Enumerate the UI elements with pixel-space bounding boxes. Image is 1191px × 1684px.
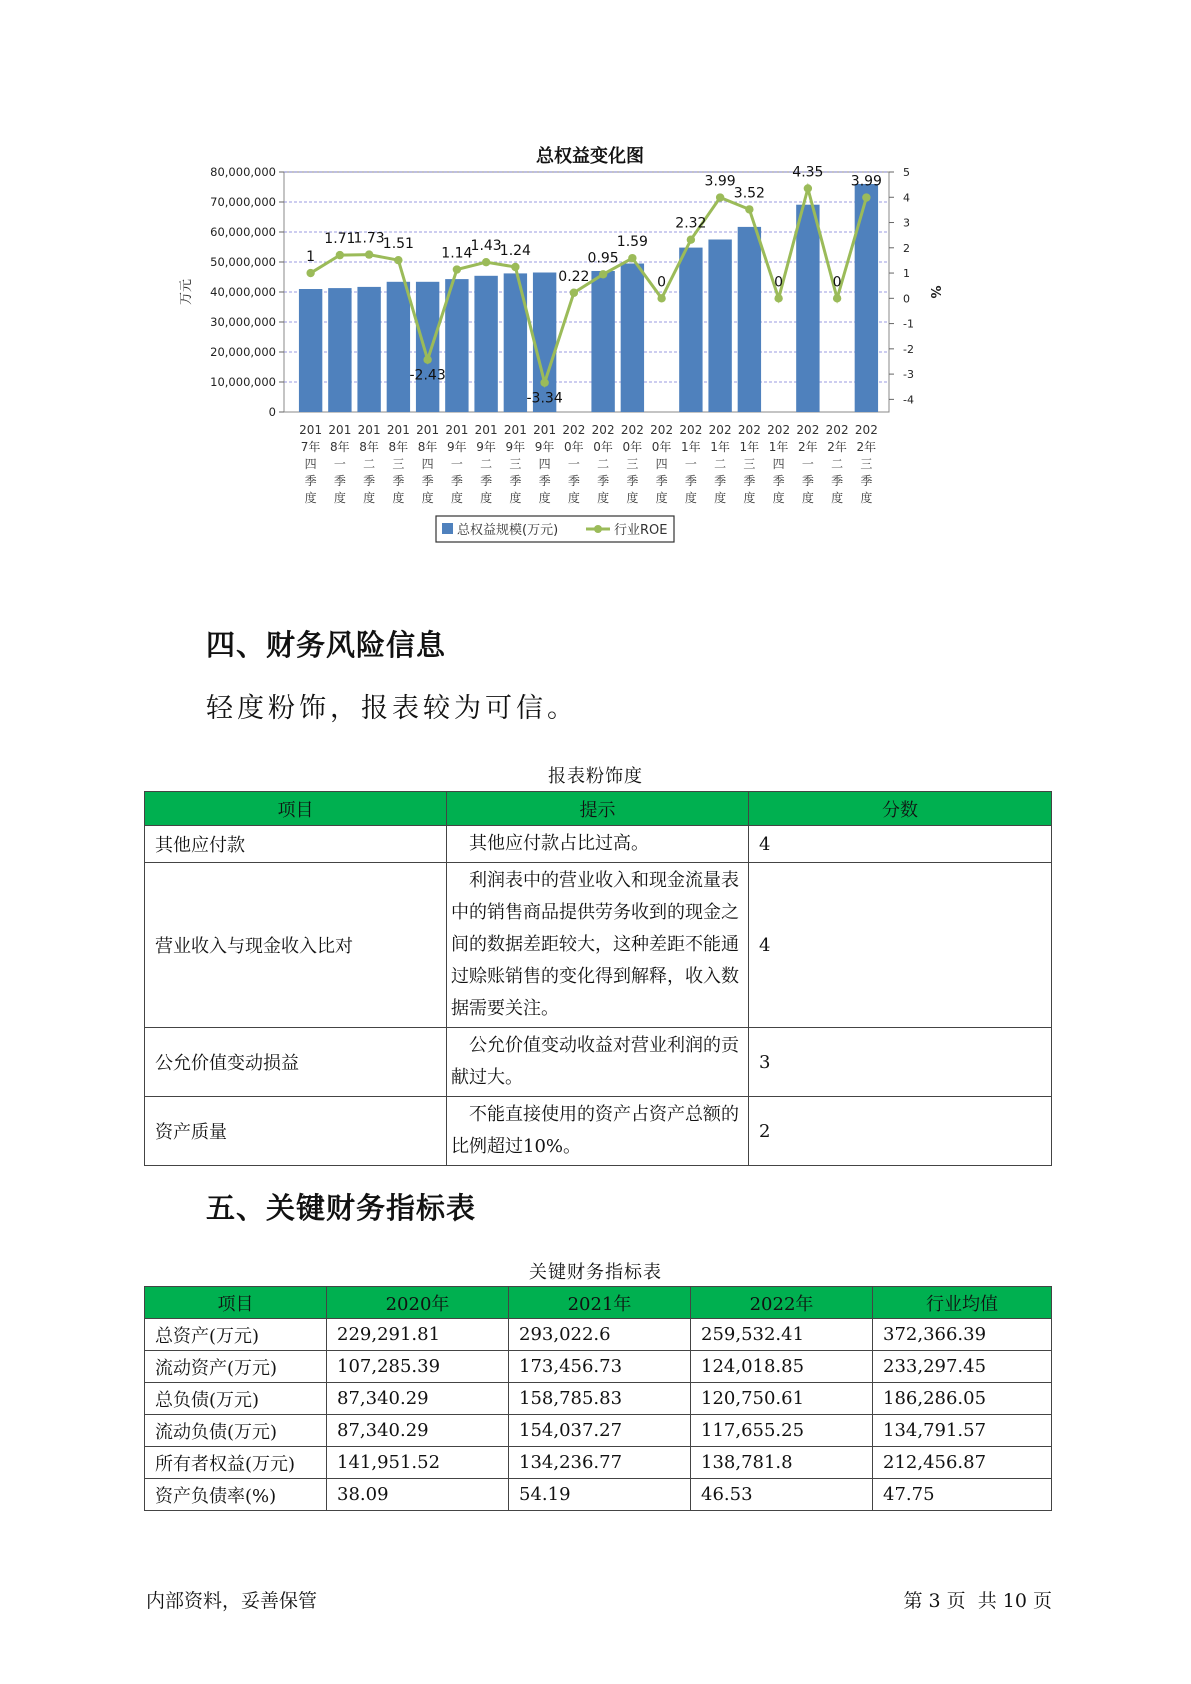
roe-point xyxy=(453,265,461,273)
roe-point xyxy=(599,270,607,278)
row-item: 其他应付款 xyxy=(145,826,447,863)
y2-tick-label: -3 xyxy=(903,368,914,382)
bar xyxy=(738,227,761,412)
roe-data-label: 1 xyxy=(306,249,316,266)
x-tick-label: 202 1年二季度 xyxy=(708,423,732,505)
y2-tick-label: 4 xyxy=(903,191,910,205)
bar xyxy=(679,248,702,412)
x-tick-label: 202 1年四季度 xyxy=(767,423,791,505)
y2-axis-title: % xyxy=(927,285,942,299)
cell-2021: 154,037.27 xyxy=(509,1415,691,1447)
roe-point xyxy=(628,254,636,262)
roe-data-label: 1.43 xyxy=(470,238,502,255)
kpi-table xyxy=(144,1286,1052,1511)
roe-data-label: -3.34 xyxy=(526,390,563,407)
table-row xyxy=(145,826,1052,863)
roe-data-label: 1.51 xyxy=(382,236,414,253)
row-item: 营业收入与现金收入比对 xyxy=(145,863,447,1028)
roe-data-label: 3.99 xyxy=(704,173,736,190)
table-row xyxy=(145,1028,1052,1097)
cell-industry-avg: 212,456.87 xyxy=(873,1447,1052,1479)
roe-data-label: 1.59 xyxy=(616,234,648,251)
y-tick-label: 0 xyxy=(268,405,276,419)
row-hint: 利润表中的营业收入和现金流量表中的销售商品提供劳务收到的现金之间的数据差距较大，这种差距不能通过赊账销售的变化得到解释，收入数据需要关注。 xyxy=(447,863,749,1028)
roe-data-label: 3.52 xyxy=(733,185,765,202)
y2-tick-label: 5 xyxy=(903,166,910,179)
legend-line-label: 行业ROE xyxy=(614,523,668,538)
roe-data-label: 0.22 xyxy=(558,268,590,285)
x-tick-label: 201 9年四季度 xyxy=(533,423,557,505)
cell-2021: 293,022.6 xyxy=(509,1319,691,1351)
y-tick-label: 80,000,000 xyxy=(210,165,276,179)
x-tick-label: 201 8年二季度 xyxy=(357,423,381,505)
legend-bar-swatch xyxy=(442,523,453,534)
row-score: 2 xyxy=(749,1097,1052,1166)
kpi-table-caption: 关键财务指标表 xyxy=(529,1262,662,1283)
table-row xyxy=(145,1415,1052,1447)
bar xyxy=(708,240,731,413)
cell-2021: 54.19 xyxy=(509,1479,691,1511)
y2-tick-label: 1 xyxy=(903,267,910,281)
cell-2020: 87,340.29 xyxy=(327,1415,509,1447)
roe-point xyxy=(657,294,665,302)
bar xyxy=(299,289,322,412)
table-row xyxy=(145,1097,1052,1166)
bar xyxy=(474,276,497,412)
cell-2022: 138,781.8 xyxy=(691,1447,873,1479)
roe-point xyxy=(306,269,314,277)
cell-item: 流动负债(万元) xyxy=(145,1415,327,1447)
row-score: 4 xyxy=(749,863,1052,1028)
x-tick-label: 202 0年二季度 xyxy=(591,423,615,505)
chart-title: 总权益变化图 xyxy=(536,146,644,167)
roe-data-label: 4.35 xyxy=(792,164,824,181)
row-hint: 不能直接使用的资产占资产总额的比例超过10%。 xyxy=(447,1097,749,1166)
bar xyxy=(416,282,439,412)
bar xyxy=(796,205,819,412)
cell-industry-avg: 47.75 xyxy=(873,1479,1052,1511)
roe-point xyxy=(540,378,548,386)
cell-2020: 38.09 xyxy=(327,1479,509,1511)
y-tick-label: 70,000,000 xyxy=(210,195,276,209)
row-item: 公允价值变动损益 xyxy=(145,1028,447,1097)
roe-point xyxy=(482,258,490,266)
x-tick-label: 201 9年一季度 xyxy=(445,423,469,505)
x-tick-label: 202 2年一季度 xyxy=(796,423,820,505)
roe-data-label: 0.95 xyxy=(587,250,619,267)
y2-tick-label: -4 xyxy=(903,393,914,407)
y2-tick-label: 0 xyxy=(903,292,910,306)
cell-industry-avg: 233,297.45 xyxy=(873,1351,1052,1383)
legend-line-marker xyxy=(594,525,602,533)
cell-item: 流动资产(万元) xyxy=(145,1351,327,1383)
y-tick-label: 40,000,000 xyxy=(210,285,276,299)
row-hint: 公允价值变动收益对营业利润的贡献过大。 xyxy=(447,1028,749,1097)
bar xyxy=(328,288,351,412)
y2-tick-label: 2 xyxy=(903,241,910,255)
row-hint: 其他应付款占比过高。 xyxy=(447,826,749,863)
cell-2020: 141,951.52 xyxy=(327,1447,509,1479)
roe-point xyxy=(774,294,782,302)
roe-data-label: 1.73 xyxy=(353,230,385,247)
cell-2021: 173,456.73 xyxy=(509,1351,691,1383)
table-row xyxy=(145,1479,1052,1511)
x-tick-label: 202 1年一季度 xyxy=(679,423,703,505)
bar xyxy=(357,287,380,412)
footer-confidential: 内部资料，妥善保管 xyxy=(146,1590,318,1612)
table-row xyxy=(145,863,1052,1028)
header-2020: 2020年 xyxy=(327,1287,509,1319)
y-axis-title: 万元 xyxy=(179,278,194,306)
roe-data-label: 0 xyxy=(774,274,784,291)
chart-svg xyxy=(150,130,1030,600)
x-tick-label: 201 8年三季度 xyxy=(386,423,410,505)
header-hint: 提示 xyxy=(447,792,749,826)
risk-summary: 轻度粉饰，报表较为可信。 xyxy=(206,693,578,724)
roe-point xyxy=(862,193,870,201)
table-row xyxy=(145,1447,1052,1479)
kpi-table-header xyxy=(145,1287,1052,1319)
row-score: 4 xyxy=(749,826,1052,863)
cell-industry-avg: 186,286.05 xyxy=(873,1383,1052,1415)
cell-item: 资产负债率(%) xyxy=(145,1479,327,1511)
y2-tick-label: -1 xyxy=(903,317,914,331)
roe-point xyxy=(336,251,344,259)
roe-data-label: -2.43 xyxy=(409,367,446,384)
risk-table-caption: 报表粉饰度 xyxy=(548,766,643,787)
roe-point xyxy=(804,184,812,192)
cell-2021: 134,236.77 xyxy=(509,1447,691,1479)
roe-point xyxy=(716,193,724,201)
x-tick-label: 201 8年四季度 xyxy=(416,423,440,505)
roe-data-label: 1.71 xyxy=(324,231,356,248)
risk-table xyxy=(144,791,1052,1166)
x-tick-label: 202 1年三季度 xyxy=(737,423,761,505)
cell-item: 总负债(万元) xyxy=(145,1383,327,1415)
roe-data-label: 0 xyxy=(657,274,667,291)
y2-tick-label: -2 xyxy=(903,342,914,356)
x-tick-label: 201 9年三季度 xyxy=(503,423,527,505)
table-row xyxy=(145,1351,1052,1383)
row-item: 资产质量 xyxy=(145,1097,447,1166)
legend-bar-label: 总权益规模(万元) xyxy=(457,523,559,538)
footer-page-number: 第 3 页 共 10 页 xyxy=(903,1590,1052,1612)
roe-data-label: 2.32 xyxy=(675,215,707,232)
roe-point xyxy=(570,289,578,297)
y-tick-label: 60,000,000 xyxy=(210,225,276,239)
y2-tick-label: 3 xyxy=(903,216,910,230)
cell-2022: 259,532.41 xyxy=(691,1319,873,1351)
header-score: 分数 xyxy=(749,792,1052,826)
section4-heading: 四、财务风险信息 xyxy=(206,628,447,662)
roe-point xyxy=(365,250,373,258)
roe-data-label: 1.24 xyxy=(499,242,531,259)
cell-2022: 124,018.85 xyxy=(691,1351,873,1383)
risk-table-header xyxy=(145,792,1052,826)
cell-2021: 158,785.83 xyxy=(509,1383,691,1415)
x-tick-label: 201 8年一季度 xyxy=(328,423,352,505)
x-tick-label: 202 2年三季度 xyxy=(854,423,878,505)
cell-2020: 229,291.81 xyxy=(327,1319,509,1351)
bar xyxy=(855,184,878,412)
header-industry-avg: 行业均值 xyxy=(873,1287,1052,1319)
roe-point xyxy=(745,205,753,213)
roe-point xyxy=(833,294,841,302)
cell-2020: 107,285.39 xyxy=(327,1351,509,1383)
roe-point xyxy=(423,356,431,364)
bar xyxy=(591,271,614,412)
section5-heading: 五、关键财务指标表 xyxy=(206,1191,477,1225)
x-tick-label: 201 9年二季度 xyxy=(474,423,498,505)
cell-2022: 46.53 xyxy=(691,1479,873,1511)
y-tick-label: 30,000,000 xyxy=(210,315,276,329)
table-row xyxy=(145,1383,1052,1415)
header-2021: 2021年 xyxy=(509,1287,691,1319)
roe-data-label: 0 xyxy=(832,274,842,291)
cell-item: 所有者权益(万元) xyxy=(145,1447,327,1479)
x-tick-label: 202 0年四季度 xyxy=(650,423,674,505)
equity-chart xyxy=(150,130,1030,600)
roe-data-label: 3.99 xyxy=(850,173,882,190)
x-tick-label: 202 2年二季度 xyxy=(825,423,849,505)
y-tick-label: 10,000,000 xyxy=(210,375,276,389)
x-tick-label: 202 0年一季度 xyxy=(562,423,586,505)
x-tick-label: 201 7年四季度 xyxy=(299,423,323,505)
table-row xyxy=(145,1319,1052,1351)
x-tick-label: 202 0年三季度 xyxy=(620,423,644,505)
bar xyxy=(387,282,410,412)
y-tick-label: 50,000,000 xyxy=(210,255,276,269)
roe-point xyxy=(687,236,695,244)
header-2022: 2022年 xyxy=(691,1287,873,1319)
cell-item: 总资产(万元) xyxy=(145,1319,327,1351)
header-item: 项目 xyxy=(145,792,447,826)
roe-point xyxy=(511,263,519,271)
y-tick-label: 20,000,000 xyxy=(210,345,276,359)
roe-data-label: 1.14 xyxy=(441,245,473,262)
bar xyxy=(621,264,644,413)
roe-point xyxy=(394,256,402,264)
cell-2022: 120,750.61 xyxy=(691,1383,873,1415)
cell-industry-avg: 372,366.39 xyxy=(873,1319,1052,1351)
header-item: 项目 xyxy=(145,1287,327,1319)
cell-industry-avg: 134,791.57 xyxy=(873,1415,1052,1447)
cell-2022: 117,655.25 xyxy=(691,1415,873,1447)
row-score: 3 xyxy=(749,1028,1052,1097)
cell-2020: 87,340.29 xyxy=(327,1383,509,1415)
